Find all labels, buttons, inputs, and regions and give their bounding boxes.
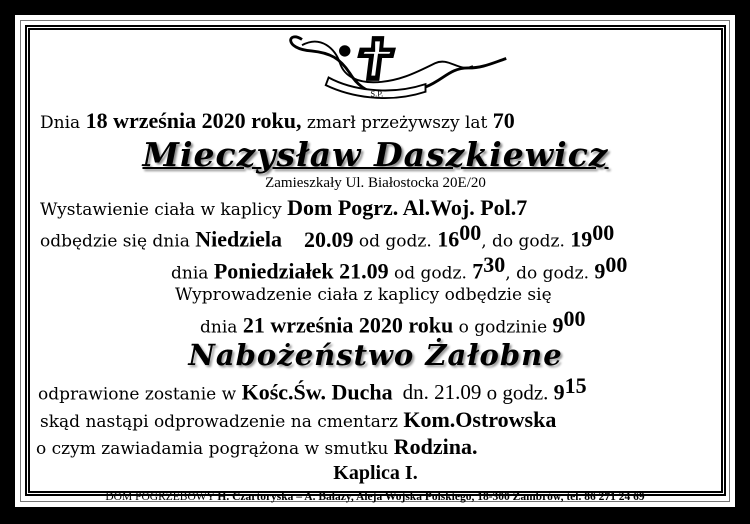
text: Dnia (40, 113, 86, 133)
text: Wystawienie ciała w kaplicy (40, 199, 288, 220)
obituary-card (15, 15, 735, 507)
address: Zamieszkały Ul. Białostocka 20E/20 (265, 175, 486, 192)
hour: 9 (553, 379, 565, 405)
service-title: Nabożeństwo Żałobne (188, 338, 563, 373)
text: od godz. (388, 263, 473, 284)
deceased-name: Mieczysław Daszkiewicz (142, 134, 609, 174)
age: 70 (492, 108, 515, 133)
text: o godz. (481, 380, 554, 405)
text: dnia (171, 263, 214, 284)
inner-frame (25, 25, 726, 496)
death-date: 18 września 2020 roku, (85, 108, 302, 133)
ornament-label: Ś.P. (370, 88, 384, 99)
day-date: Poniedziałek 21.09 (213, 258, 389, 284)
minutes: 00 (459, 220, 482, 246)
text: od godz. (353, 231, 438, 252)
text: skąd nastąpi odprowadzenie na cmentarz (40, 411, 404, 432)
death-line (30, 108, 721, 134)
procession-date-line (30, 305, 721, 338)
date: 20.09 (304, 226, 354, 252)
cross-ribbon-icon (277, 30, 517, 106)
viewing-place-line (30, 195, 721, 221)
funeral-home-footer (15, 491, 735, 504)
text: , do godz. (481, 231, 571, 252)
service-line (30, 372, 721, 405)
procession-line: Wyprowadzenie ciała z kaplicy odbędzie się (175, 285, 552, 306)
notice-body (30, 108, 721, 485)
minutes: 15 (564, 372, 587, 398)
viewing-place: Dom Pogrz. Al.Woj. Pol.7 (287, 194, 528, 220)
date: 21 września 2020 roku (242, 311, 454, 337)
hour: 7 (472, 258, 484, 284)
footer-company: DOM POGRZEBOWY (105, 491, 218, 503)
family: Rodzina. (393, 434, 478, 460)
minutes: 30 (483, 252, 506, 278)
minutes: 00 (563, 305, 586, 331)
cemetery: Kom.Ostrowska (403, 406, 557, 432)
hour: 16 (437, 226, 460, 252)
hour: 9 (552, 311, 564, 337)
viewing-day2-line (30, 254, 721, 284)
deceased-name-line (30, 136, 721, 174)
text: odprawione zostanie w (38, 384, 242, 405)
hour: 9 (594, 258, 606, 284)
text: , do godz. (505, 263, 595, 284)
cemetery-line (30, 407, 721, 433)
service-title-line (30, 339, 721, 372)
chapel: Kaplica I. (333, 461, 418, 484)
minutes: 00 (605, 252, 628, 278)
text: odbędzie się dnia (40, 231, 196, 252)
text: o godzinie (453, 316, 553, 337)
viewing-day1-line (30, 222, 721, 252)
text: o czym zawiadamia pogrążona w smutku (36, 439, 394, 460)
text: zmarł przeżywszy lat (301, 113, 493, 133)
footer-contact: H. Czartoryska – A. Bałazy, Aleja Wojska Polskiego, 18-300 Zambrów, tel. 86 271 24 69 (217, 491, 645, 503)
church: Kośc.Św. Ducha (241, 379, 393, 405)
date: dn. 21.09 (402, 380, 482, 405)
minutes: 00 (592, 220, 615, 246)
day: Niedziela (195, 226, 282, 252)
hour: 19 (570, 226, 593, 252)
family-line (30, 434, 721, 460)
text: dnia (200, 316, 243, 337)
